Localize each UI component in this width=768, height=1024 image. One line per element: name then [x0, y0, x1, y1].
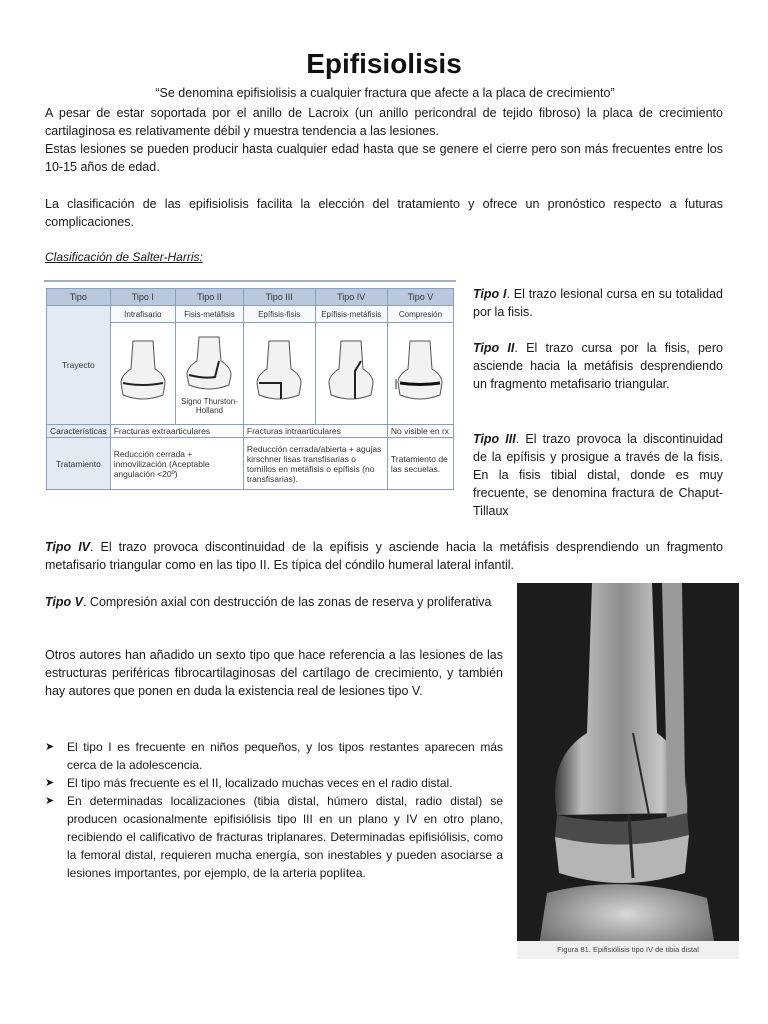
table-header-cell: Tipo IV	[315, 289, 387, 306]
tipo-text: . El trazo provoca discontinuidad de la epífisis y asciende hacia la metáfisis desprendiendo un fragmento metafisario triangular como en las tipo II. Es típica del cóndilo humeral lateral infantil.	[45, 540, 724, 572]
table-row	[47, 425, 454, 438]
arrow-bullet-icon: ➤	[45, 741, 55, 753]
intro-paragraph-1: A pesar de estar soportada por el anillo de Lacroix (un anillo pericondral de tejido fibroso) la placa de crecimiento cartilaginosa es relativamente débil y muestra tendencia a las lesiones.	[45, 106, 723, 138]
table-header-cell: Tipo	[47, 289, 111, 306]
list-item: ➤ El tipo I es frecuente en niños pequeños, y los tipos restantes aparecen más cerca de la adolescencia.	[45, 740, 503, 772]
tipo-label: Tipo II	[473, 341, 515, 355]
subheader-cell: Fisis-metáfisis	[175, 306, 243, 323]
list-item: ➤ En determinadas localizaciones (tibia distal, húmero distal, radio distal) se producen ocasionalmente epifisiólisis tipo III en un plano y IV en otro plano, recibiendo el calificativo de fracturas triplanares. Determinadas epifisiólisis, como la femoral distal, requieren mucha energía, son inestables y pueden asociarse a lesiones importantes, por ejemplo, de la arteria poplítea.	[45, 794, 503, 880]
subheader-cell: Epífisis-fisis	[243, 306, 315, 323]
table-header-cell: Tipo V	[387, 289, 453, 306]
table-cell: Tratamiento de las secuelas.	[387, 438, 453, 490]
table-row	[47, 438, 454, 490]
tipo-i-paragraph	[473, 285, 723, 321]
subheader-cell: Intrafisario	[110, 306, 175, 323]
xray-illustration	[517, 583, 739, 959]
bullet-list	[45, 738, 503, 882]
arrow-bullet-icon: ➤	[45, 795, 55, 807]
tipo-text: . El trazo cursa por la fisis, pero asciende hacia la metáfisis desprendiendo un fragmento metafisario triangular.	[473, 341, 723, 391]
tipo-label: Tipo IV	[45, 540, 91, 554]
table-header-cell: Tipo I	[110, 289, 175, 306]
tipo-label: Tipo V	[45, 595, 83, 609]
tipo-iv-paragraph	[45, 538, 723, 574]
tipo-text: . Compresión axial con destrucción de las zonas de reserva y proliferativa	[82, 595, 492, 609]
xray-caption: Figura 81. Epifisiólisis tipo IV de tibia distal	[517, 941, 739, 959]
signo-thurston-holland-note: Signo Thurston-Holland	[181, 396, 238, 415]
table-cell: No visible en rx	[387, 425, 453, 438]
tipo-text: . El trazo provoca la discontinuidad de la epífisis y prosigue a través de la fisis. En la fisis tibial distal, donde es muy frecuente, se denomina fractura de Chaput-Tillaux	[473, 432, 723, 518]
bone-diagram-type-iv	[323, 339, 379, 409]
table-header-cell: Tipo III	[243, 289, 315, 306]
row-label-caracteristicas: Características	[47, 425, 111, 438]
subheader-cell: Compresión	[387, 306, 453, 323]
bone-diagram-type-i	[115, 339, 171, 409]
table-cell: Fracturas intraarticulares	[243, 425, 387, 438]
table-header-cell: Tipo II	[175, 289, 243, 306]
table-cell: Reducción cerrada + inmovilización (Aceptable angulación <20º)	[110, 438, 243, 490]
row-label-tratamiento: Tratamiento	[47, 438, 111, 490]
table-header-row	[47, 289, 454, 306]
intro-paragraph-2: Estas lesiones se pueden producir hasta cualquier edad hasta que se genere el cierre pero son más frecuentes entre los 10-15 años de edad.	[45, 142, 723, 174]
bone-diagram-cell	[315, 323, 387, 425]
tipo-label: Tipo I	[473, 287, 507, 301]
table-row	[47, 306, 454, 323]
bone-diagram-type-ii	[181, 335, 237, 395]
bone-diagram-type-iii	[251, 339, 307, 409]
intro-paragraph-3: La clasificación de las epifisiolisis facilita la elección del tratamiento y ofrece un pronóstico respecto a futuras complicaciones.	[45, 197, 723, 229]
tipo-ii-paragraph	[473, 339, 723, 393]
bone-diagram-cell	[243, 323, 315, 425]
bone-diagram-cell	[175, 323, 243, 425]
salter-harris-table-figure	[44, 280, 456, 506]
bone-diagram-type-v	[392, 339, 448, 409]
row-label-trayecto: Trayecto	[47, 306, 111, 425]
salter-harris-table	[46, 288, 454, 490]
otros-autores-paragraph: Otros autores han añadido un sexto tipo que hace referencia a las lesiones de las estructuras periféricas fibrocartilaginosas del cartílago de crecimiento, y también hay autores que ponen en duda la existencia real de lesiones tipo V.	[45, 648, 503, 698]
arrow-bullet-icon: ➤	[45, 777, 55, 789]
tipo-label: Tipo III	[473, 432, 516, 446]
tipo-v-paragraph	[45, 593, 503, 611]
page-title: Epifisiolisis	[306, 48, 462, 79]
definition-quote: “Se denomina epifisiolisis a cualquier fractura que afecte a la placa de crecimiento”	[155, 86, 615, 100]
table-cell: Reducción cerrada/abierta + agujas kirschner lisas transfisarias o tornillos en metáfisis o epífisis (no transfisarias).	[243, 438, 387, 490]
ankle-xray-image	[517, 583, 739, 959]
subheader-cell: Epífisis-metáfisis	[315, 306, 387, 323]
list-item: ➤ El tipo más frecuente es el II, localizado muchas veces en el radio distal.	[45, 776, 453, 790]
classification-heading: Clasificación de Salter-Harris:	[45, 250, 203, 264]
table-cell: Fracturas extraarticulares	[110, 425, 243, 438]
tipo-iii-paragraph	[473, 430, 723, 520]
bone-diagram-cell	[387, 323, 453, 425]
tipo-text: . El trazo lesional cursa en su totalidad por la fisis.	[473, 287, 723, 319]
bone-diagram-cell	[110, 323, 175, 425]
